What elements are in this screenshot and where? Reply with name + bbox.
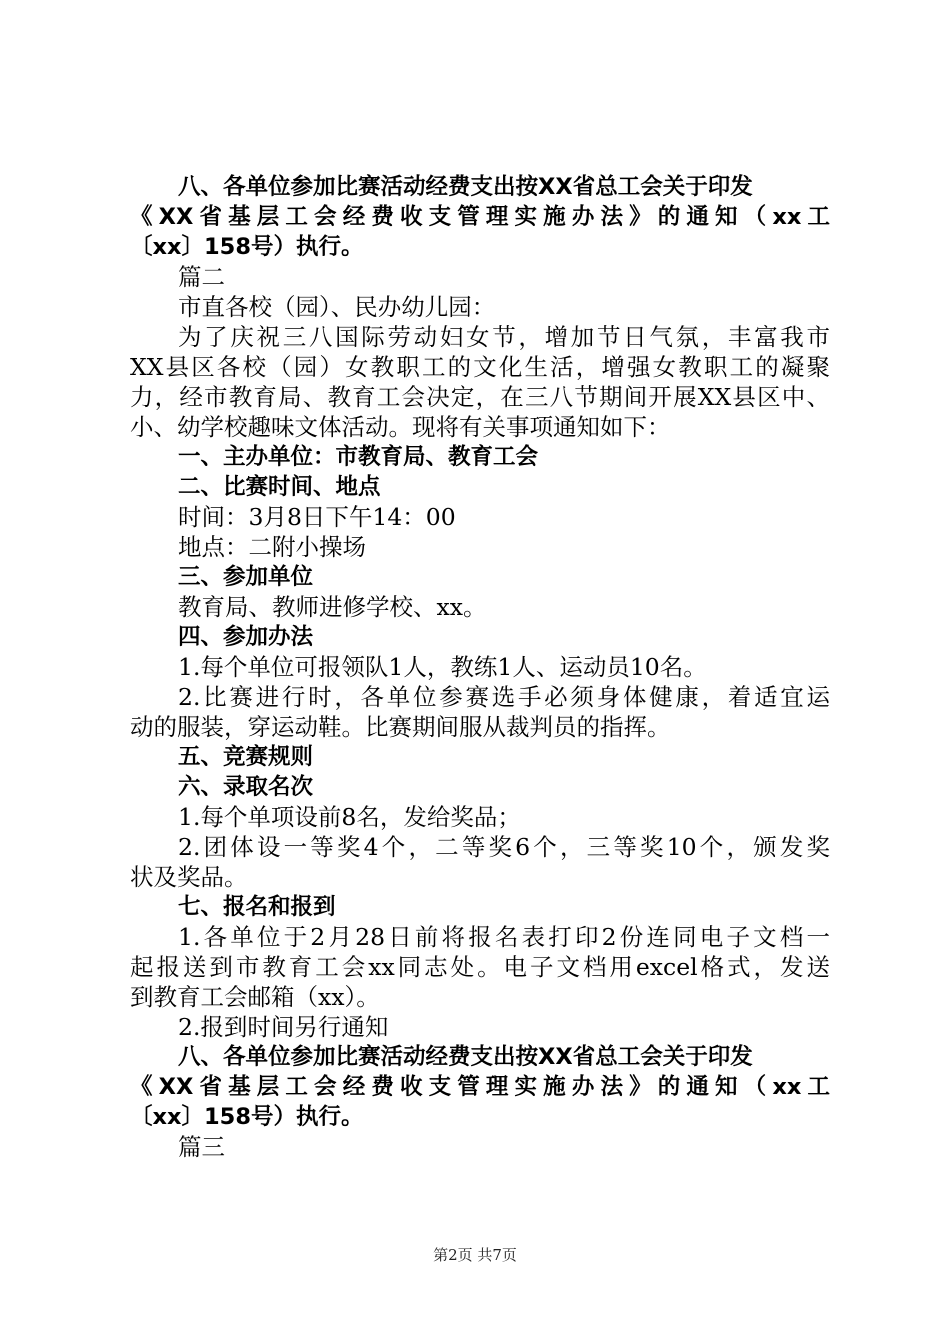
section-3-heading: 三、参加单位 <box>178 564 314 590</box>
rule-item: 2.比赛进行时，各单位参赛选手必须身体健康，着适宜运 <box>178 683 830 711</box>
award-item: 状及奖品。 <box>130 863 248 891</box>
rule-item: 1.每个单位可报领队1人，教练1人、运动员10名。 <box>178 653 707 681</box>
award-item: 2.团体设一等奖4个，二等奖6个，三等奖10个，颁发奖 <box>178 833 830 861</box>
part-three-title: 篇三 <box>178 1133 225 1161</box>
section-8-heading: 八、各单位参加比赛活动经费支出按XX省总工会关于印发 <box>178 1044 753 1070</box>
intro-paragraph: 力，经市教育局、教育工会决定，在三八节期间开展XX县区中、 <box>130 383 830 411</box>
salutation: 市直各校（园）、民办幼儿园： <box>178 293 496 321</box>
registration-item: 1.各单位于2月28日前将报名表打印2份连同电子文档一 <box>178 923 830 951</box>
award-item: 1.每个单项设前8名，发给奖品； <box>178 803 521 831</box>
intro-paragraph: XX县区各校（园）女教职工的文化生活，增强女教职工的凝聚 <box>130 353 830 381</box>
page-footer: 第2页 共7页 <box>433 1246 517 1264</box>
registration-item: 2.报到时间另行通知 <box>178 1013 389 1041</box>
section-7-heading: 七、报名和报到 <box>178 894 336 920</box>
event-location: 地点：二附小操场 <box>178 533 366 561</box>
section-8-continued: 《XX省基层工会经费收支管理实施办法》的通知（xx工 <box>130 1074 830 1100</box>
participants: 教育局、教师进修学校、xx。 <box>178 593 487 621</box>
section-2-heading: 二、比赛时间、地点 <box>178 474 381 500</box>
section-8-end: 〔xx〕158号）执行。 <box>130 234 364 260</box>
section-5-heading: 五、竞赛规则 <box>178 744 314 770</box>
registration-item: 到教育工会邮箱（xx）。 <box>130 983 380 1011</box>
section-4-heading: 四、参加办法 <box>178 624 314 650</box>
rule-item: 动的服装，穿运动鞋。比赛期间服从裁判员的指挥。 <box>130 713 671 741</box>
section-1-heading: 一、主办单位：市教育局、教育工会 <box>178 444 539 470</box>
section-8-end: 〔xx〕158号）执行。 <box>130 1104 364 1130</box>
registration-item: 起报送到市教育工会xx同志处。电子文档用excel格式，发送 <box>130 953 830 981</box>
event-time: 时间：3月8日下午14：00 <box>178 503 456 531</box>
section-8-heading: 八、各单位参加比赛活动经费支出按XX省总工会关于印发 <box>178 174 753 200</box>
section-6-heading: 六、录取名次 <box>178 774 314 800</box>
section-8-continued: 《XX省基层工会经费收支管理实施办法》的通知（xx工 <box>130 204 830 230</box>
intro-paragraph: 小、幼学校趣味文体活动。现将有关事项通知如下： <box>130 413 671 441</box>
part-two-title: 篇二 <box>178 263 225 291</box>
intro-paragraph: 为了庆祝三八国际劳动妇女节，增加节日气氛，丰富我市 <box>178 323 830 351</box>
